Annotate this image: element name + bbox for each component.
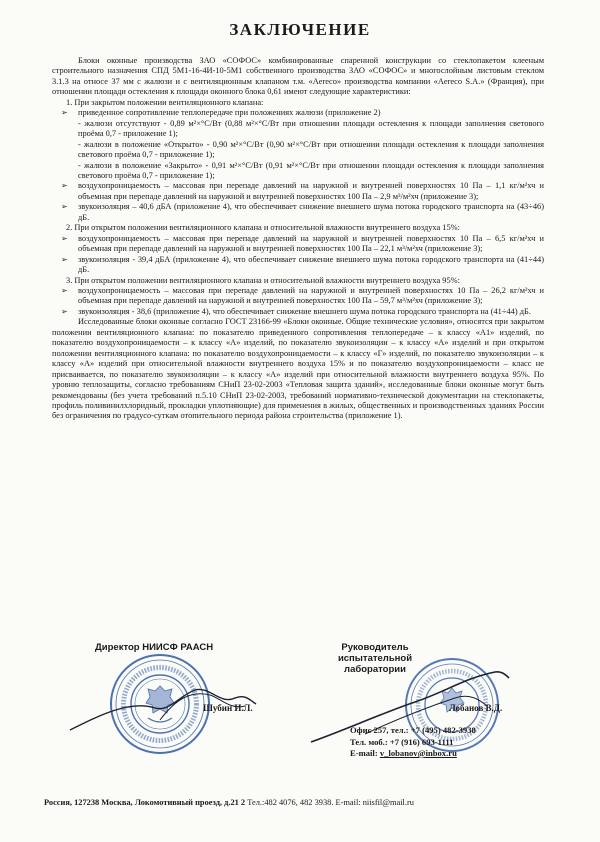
document-body <box>52 56 544 422</box>
list-item <box>52 286 544 307</box>
list-item <box>52 108 544 118</box>
list-item <box>52 307 544 317</box>
list-item-text: звукоизоляция – 40,6 дБА (приложение 4), что обеспечивает снижение внешнего шума потока городского транспорта на (43÷46) дБ. <box>78 202 544 222</box>
contact-email-label: E-mail: <box>350 748 380 758</box>
list-item-text: воздухопроницаемость – массовая при перепаде давлений на наружной и внутренней поверхностях 10 Па – 26,2 кг/м²хч и объемная при перепаде давлений на наружной и внутренней поверхностях 100 Па – 59,7 м³/м²хч (приложение 3); <box>78 285 544 306</box>
list-item-text: звукоизоляция - 38,6 (приложение 4), что обеспечивает снижение внешнего шума потока городского транспорта на (41÷44) дБ. <box>78 306 531 316</box>
director-title: Директор НИИСФ РААСН <box>95 642 214 653</box>
list-item <box>52 255 544 276</box>
list-item-text: воздухопроницаемость – массовая при перепаде давлений на наружной и внутренней поверхностях 10 Па – 1,1 кг/м²хч и объемная при перепаде давлений на наружной и внутренней поверхностях 100 Па – 2,9 м³/м²хч (приложение 3); <box>78 181 544 201</box>
list-item-text: звукоизоляция - 39,4 дБА (приложение 4), что обеспечивает снижение внешнего шума потока городского транспорта на (41÷44) дБ. <box>78 254 544 275</box>
arrow-bullet-icon: ➢ <box>61 254 68 264</box>
contact-office: Офис 257, тел.: +7 (495) 482-3938 <box>350 725 476 735</box>
lab-head-title-line-1: Руководитель <box>341 642 409 653</box>
section-1-heading: 1. При закрытом положении вентиляционного клапана: <box>66 97 264 107</box>
page-number: 2 <box>240 798 246 807</box>
contact-email-link[interactable]: v_lobanov@inbox.ru <box>379 748 457 758</box>
intro-paragraph: Блоки оконные производства ЗАО «СОФОС» комбинированные спаренной конструкции со стеклопакетом клееным строительного назначения СПД 5M1-16-4И-10-5M1 собственного производства ЗАО «СОФОС» и многослойным листовым стеклом 3.1.3 на относе 37 мм с жалюзи и с вентиляционным клапаном т.м. «Aereco» производства компании «Aereco S.A.» (Франция), при отношении площади остекления к площади оконного блока 0,61 имеют следующие характеристики: <box>52 56 544 97</box>
arrow-bullet-icon: ➢ <box>61 181 68 191</box>
lab-contacts <box>350 725 476 760</box>
arrow-bullet-icon: ➢ <box>61 233 68 243</box>
footer-phones: Тел.:482 4076, 482 3938. E-mail: niisfil@mail.ru <box>247 798 414 807</box>
list-item <box>52 234 544 255</box>
list-item-text: воздухопроницаемость – массовая при перепаде давлений на наружной и внутренней поверхностях 10 Па – 6,5 кг/м²хч и объемная при перепаде давлений на наружной и внутренней поверхностях 100 Па – 22,1 м³/м²хч (приложение 3); <box>78 233 544 254</box>
arrow-bullet-icon: ➢ <box>61 108 68 118</box>
section-2-heading: 2. При открытом положении вентиляционного клапана и относительной влажности внутреннего воздуха 15%: <box>66 223 460 233</box>
conclusion-paragraph: Исследованные блоки оконные согласно ГОСТ 23166-99 «Блоки оконные. Общие технические условия», относятся при закрытом положении вентиляционного клапана: по показателю приведенного сопротивления теплопередаче – к классу «А1» изделий, по показателю воздухопроницаемости – к классу «А» изделий, по показателю звукоизоляции – к классу «А» изделий и при открытом положении вентиляционного клапана: по показателю воздухопроницаемости – к классу «Г» изделий, по показателю звукоизоляции – к классу «А» изделий при относительной влажности внутреннего воздуха 15% и по показателю воздухопроницаемости – класс не присваивается, по показателю звукоизоляции – к классу «А» изделий при относительной влажности внутреннего воздуха 95%. По уровню теплозащиты, согласно требованиям СНиП 23-02-2003 «Тепловая защита зданий», исследованные блоки оконные могут быть рекомендованы (без учета требований п.5.10 СНиП 23-02-2003, требований нормативно-технической документации на стеклопакеты, профиль поливинилхлоридный, прокладки уплотняющие) для применения в жилых, общественных и производственных зданиях России без ограничения по градусо-суткам отопительного периода района строительства (приложение 1). <box>52 317 544 421</box>
arrow-bullet-icon: ➢ <box>61 285 68 295</box>
list-subitem: - жалюзи в положение «Открыто» - 0,90 м²×°С/Вт (0,90 м²×°С/Вт при отношении площади остекления к площади заполнения светового проёма 0,7 - приложение 1); <box>78 139 544 160</box>
list-subitem: - жалюзи в положение «Закрыто» - 0,91 м²×°С/Вт (0,91 м²×°С/Вт при отношении площади остекления к площади заполнения светового проёма 0,7 - приложение 1); <box>78 160 544 180</box>
contact-mobile: Тел. моб.: +7 (916) 693-1111 <box>350 736 454 747</box>
contact-email-line <box>350 748 476 760</box>
page-footer <box>44 798 556 807</box>
footer-address: Россия, 127238 Москва, Локомотивный проезд, д.21 <box>44 798 239 807</box>
lab-head-name: Лобанов В.Д. <box>449 703 503 713</box>
list-item <box>52 181 544 202</box>
lab-head-title <box>315 642 435 675</box>
list-subitem: - жалюзи отсутствуют - 0,89 м²×°С/Вт (0,88 м²×°С/Вт при отношении площади остекления к площади заполнения светового проёма 0,7 - приложение 1); <box>78 118 544 139</box>
list-item <box>52 202 544 223</box>
list-item-text: приведенное сопротивление теплопередаче при положениях жалюзи (приложение 2) <box>78 108 381 118</box>
section-3-heading: 3. При открытом положении вентиляционного клапана и относительной влажности внутреннего воздуха 95%: <box>66 275 460 285</box>
document-title: ЗАКЛЮЧЕНИЕ <box>229 20 371 39</box>
director-name: Шубин И.Л. <box>203 703 253 713</box>
arrow-bullet-icon: ➢ <box>61 202 68 212</box>
lab-head-title-line-2: испытательной лаборатории <box>337 653 413 675</box>
arrow-bullet-icon: ➢ <box>61 306 68 316</box>
